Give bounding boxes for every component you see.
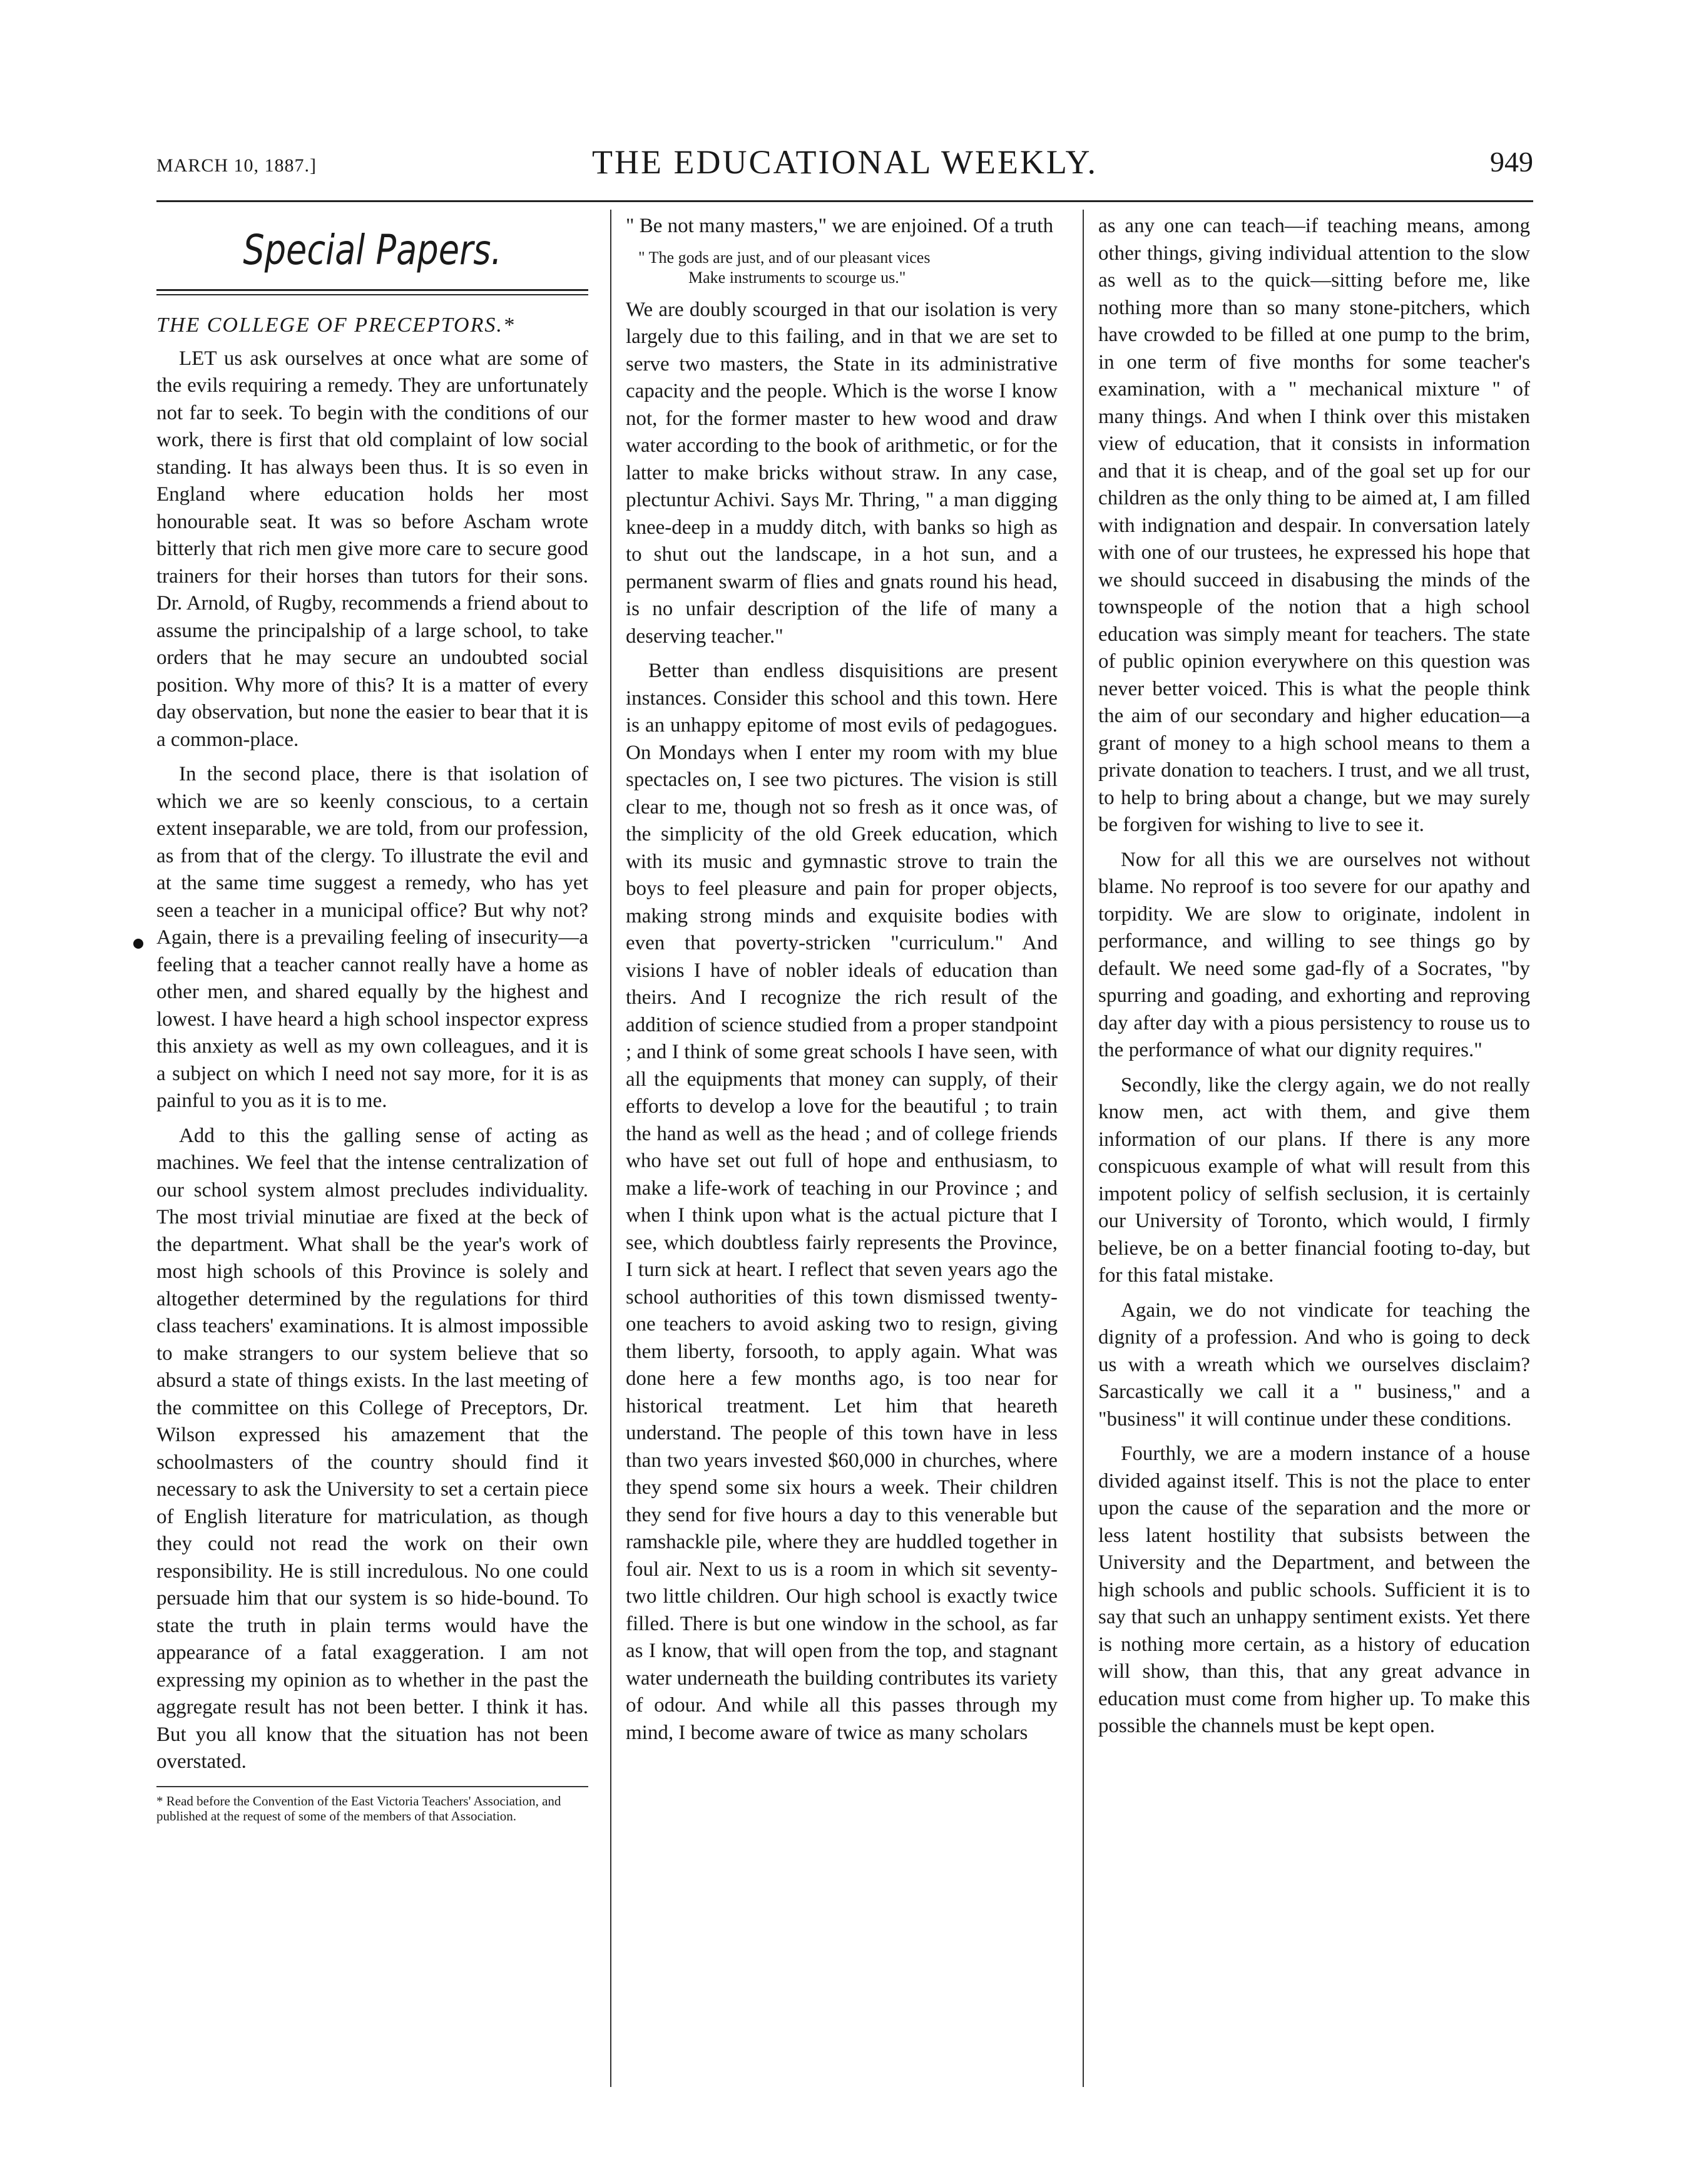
verse-line: Make instruments to scourge us."	[688, 268, 906, 287]
heading-rule	[156, 289, 588, 295]
paragraph: Again, we do not vindicate for teaching the dignity of a profession. And who is going to deck us with a wreath which we ourselves disclaim? Sarcastically we call it a " business," and a "business" it will continue under these conditions.	[1098, 1299, 1530, 1431]
column-1	[156, 213, 588, 2096]
verse-quote	[638, 248, 1058, 288]
issue-date: MARCH 10, 1887.]	[156, 155, 317, 176]
footnote: * Read before the Convention of the East Victoria Teachers' Association, and published at the request of some of the members of that Association.	[156, 1793, 561, 1824]
paragraph: Add to this the galling sense of acting as machines. We feel that the intense centralization of our school system almost precludes individuality. The most trivial minutiae are fixed at the beck of the department. What shall be the year's work of most high schools of this Province is solely and altogether determined by the regulations for third class teachers' examinations. It is almost impossible to make strangers to our system believe that so absurd a state of things exists. In the last meeting of the committee on this College of Preceptors, Dr. Wilson expressed his amazement that the schoolmasters of the country should find it necessary to ask the University to set a certain piece of English literature for matriculation, as though they could not read the work on their own responsibility. He is still incredulous. No one could persuade him that our system is so hide-bound. To state the truth in plain terms would have the appearance of a fatal exaggeration. I am not expressing my opinion as to whether in the past the aggregate result has not been better. I think it has. But you all know that the situation has not been overstated.	[156, 1124, 588, 1773]
section-heading: Special Papers.	[243, 226, 502, 274]
paragraph: Secondly, like the clergy again, we do not really know men, act with them, and give them information of our plans. If there is any more conspicuous example of what will result from this impotent policy of selfish seclusion, it is certainly our University of Toronto, which would, I firmly believe, be on a better financial footing to-day, but for this fatal mistake.	[1098, 1073, 1530, 1287]
paragraph: In the second place, there is that isolation of which we are so keenly conscious, to a certain extent inseparable, we are told, from our profession, as from that of the clergy. To illustrate the evil and at the same time suggest a remedy, who has yet seen a teacher in a municipal office? But why not? Again, there is a prevailing feeling of insecurity—a feeling that a teacher cannot really have a home as other men, and shared equally by the highest and lowest. I have heard a high school inspector express this anxiety as well as my own colleagues, and it is a subject on which I need not say more, for it is as painful to you as it is to me.	[156, 763, 588, 1112]
paragraph: Better than endless disquisitions are present instances. Consider this school and this town. Here is an unhappy epitome of most evils of pedagogues. On Mondays when I enter my room with my blue spectacles on, I see two pictures. The vision is still clear to me, though not so fresh as it once was, of the simplicity of the old Greek education, which with its music and gymnastic strove to train the boys to feel pleasure and pain for proper objects, making strong minds and exquisite bodies with even that poverty-stricken "curriculum." And visions I have of nobler ideals of education than theirs. And I recognize the rich result of the addition of science studied from a proper standpoint ; and I think of some great schools I have seen, with all the equipments that money can supply, of their efforts to develop a love for the beautiful ; to train the hand as well as the head ; and of college friends who have set out full of hope and enthusiasm, to make a life-work of teaching in our Province ; and when I think upon what is the actual picture that I see, which doubtless fairly represents the Province, I turn sick at heart. I reflect that seven years ago the school authorities of this town dismissed twenty-one teachers to avoid asking two to resign, giving them liberty, forsooth, to apply again. What was done here a few months ago, is too near for historical treatment. Let him that heareth understand. The people of this town have in less than two years invested $60,000 in churches, where they spend some six hours a week. Their children they send for five hours a day to this venerable but ramshackle pile, where they are huddled together in foul air. Next to us is a room in which sit seventy-two little children. Our high school is exactly twice filled. There is but one window in the school, as far as I know, that will open from the top, and stagnant water underneath the building contributes its variety of odour. And while all this passes through my mind, I become aware of twice as many scholars	[626, 660, 1058, 1744]
column-3	[1098, 213, 1530, 2096]
paragraph: LET us ask ourselves at once what are some of the evils requiring a remedy. They are unfortunately not far to seek. To begin with the conditions of our work, there is first that old complaint of low social standing. It has always been thus. It is so even in England where education holds her most honourable seat. It was so before Ascham wrote bitterly that rich men give more care to secure good trainers for their horses than tutors for their sons. Dr. Arnold, of Rugby, recommends a friend about to assume the principalship of a large school, to take orders that he may secure an undoubted social position. Why more of this? It is a matter of every day observation, but none the easier to bear that it is a common-place.	[156, 347, 588, 751]
paragraph: Now for all this we are ourselves not without blame. No reproof is too severe for our apathy and torpidity. We are slow to originate, indolent in performance, and willing to see things go by default. We need some gad-fly of a Socrates, "by spurring and goading, and exhorting and reproving day after day with a pious persistency to rouse us to the performance of what our dignity requires."	[1098, 848, 1530, 1061]
paragraph: " Be not many masters," we are enjoined. Of a truth	[626, 215, 1054, 237]
footnote-rule	[156, 1786, 588, 1787]
publication-title: THE EDUCATIONAL WEEKLY.	[592, 143, 1098, 181]
masthead-rule	[156, 200, 1533, 202]
column-2	[626, 213, 1058, 2096]
verse-line: " The gods are just, and of our pleasant vices	[638, 248, 931, 267]
column-divider-1	[610, 210, 611, 2087]
column-divider-2	[1083, 210, 1084, 2087]
article-title: THE COLLEGE OF PRECEPTORS.*	[156, 314, 515, 337]
paragraph: Fourthly, we are a modern instance of a house divided against itself. This is not the place to enter upon the cause of the separation and the more or less latent hostility that subsists between the University and the Department, and between the high schools and public schools. Sufficient it is to say that such an unhappy sentiment exists. Yet there is nothing more certain, as a history of education will show, than this, that any great advance in education must come from higher up. To make this possible the channels must be kept open.	[1098, 1442, 1530, 1737]
margin-bullet-mark	[133, 939, 143, 949]
paragraph: We are doubly scourged in that our isolation is very largely due to this failing, and in that we are set to serve two masters, the State in its administrative capacity and the people. Which is the worse I know not, for the former master to hew wood and draw water according to the book of arithmetic, or for the latter to make bricks without straw. In any case, plectuntur Achivi. Says Mr. Thring, " a man digging knee-deep in a muddy ditch, with banks so high as to shut out the landscape, in a hot sun, and a permanent swarm of flies and gnats round his head, is no unfair description of the life of many a deserving teacher."	[626, 298, 1058, 648]
page-number: 949	[1490, 146, 1533, 178]
paragraph: as any one can teach—if teaching means, among other things, giving individual attention to the slow as well as to the quick—sitting before me, like nothing more than so many stone-pitchers, which have crowded to be filled at one pump to the brim, in one term of five months for some teacher's examination, with a " mechanical mixture " of many things. And when I think over this mistaken view of education, that it consists in information and that it is cheap, and of the goal set up for our children as the only thing to be aimed at, I am filled with indignation and despair. In conversation lately with one of our trustees, he expressed his hope that we should succeed in disabusing the minds of the townspeople of the notion that a high school education was simply meant for teachers. The state of public opinion everywhere on this question was never better voiced. This is what the people think the aim of our secondary and higher education—a grant of money to a high school means to them a private donation to teachers. I trust, and we all trust, to help to bring about a change, but we may surely be forgiven for wishing to live to see it.	[1098, 215, 1530, 836]
masthead	[156, 143, 1533, 193]
